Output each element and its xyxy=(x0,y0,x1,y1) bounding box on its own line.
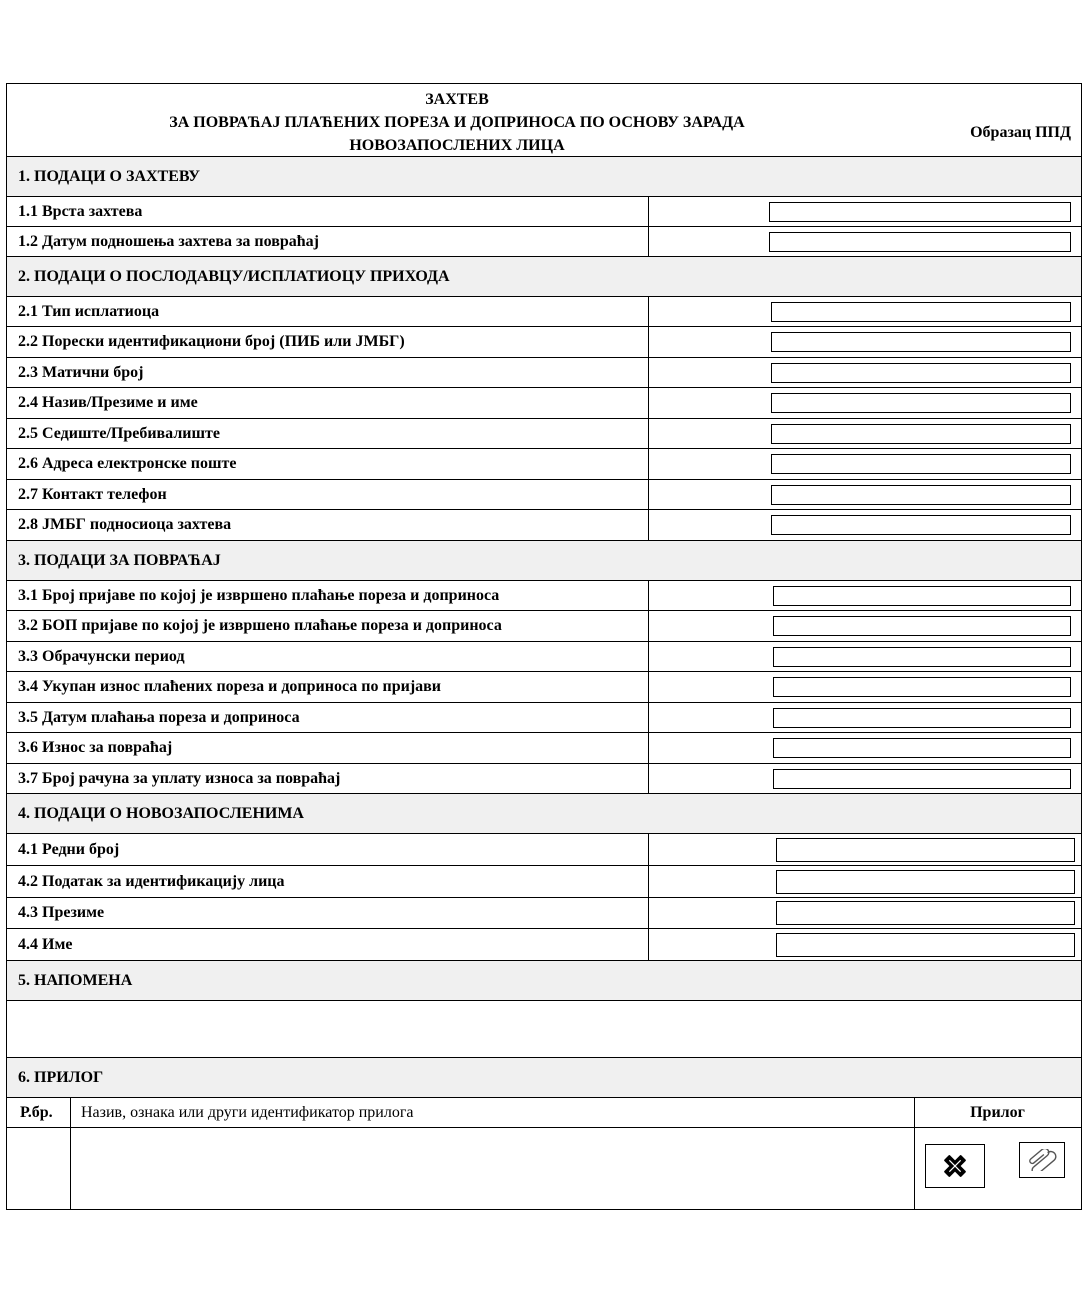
field-label: 3.4 Укупан износ плаћених пореза и доприноса по пријави xyxy=(18,678,442,695)
column-divider xyxy=(648,480,649,509)
field-label: 2.6 Адреса електронске поште xyxy=(18,455,237,472)
column-divider xyxy=(648,419,649,448)
request-date-input[interactable] xyxy=(769,232,1071,252)
first-name-input[interactable] xyxy=(776,933,1075,957)
title-line-1: ЗАХТЕВ xyxy=(425,91,489,108)
tax-id-input[interactable] xyxy=(771,332,1071,352)
column-divider xyxy=(648,898,649,928)
field-row-3-1 xyxy=(7,581,1081,611)
refund-amount-input[interactable] xyxy=(773,738,1071,758)
field-label: 2.2 Порески идентификациони број (ПИБ или ЈМБГ) xyxy=(18,333,405,350)
form-ppd xyxy=(6,83,1082,1210)
field-row-2-8 xyxy=(7,510,1081,541)
column-divider xyxy=(648,358,649,387)
person-id-input[interactable] xyxy=(776,870,1075,894)
section-1-header xyxy=(7,157,1081,197)
filing-number-input[interactable] xyxy=(773,586,1071,606)
col-ordinal-header: Р.бр. xyxy=(20,1103,53,1121)
ordinal-number-input[interactable] xyxy=(776,838,1075,862)
email-input[interactable] xyxy=(771,454,1071,474)
attachment-row xyxy=(7,1128,1081,1210)
form-header xyxy=(7,84,1081,157)
column-divider xyxy=(648,510,649,540)
field-label: 3.3 Обрачунски период xyxy=(18,647,185,665)
accounting-period-input[interactable] xyxy=(773,647,1071,667)
field-row-3-4 xyxy=(7,672,1081,703)
field-label: 2.7 Контакт телефон xyxy=(18,485,167,503)
column-divider xyxy=(648,866,649,897)
field-row-3-6 xyxy=(7,733,1081,764)
field-row-3-2 xyxy=(7,611,1081,642)
seat-residence-input[interactable] xyxy=(771,424,1071,444)
field-label: 3.1 Број пријаве по којој је извршено плаћање пореза и доприноса xyxy=(18,586,500,604)
section-3-title: 3. ПОДАЦИ ЗА ПОВРАЋАЈ xyxy=(18,551,221,569)
form-code: Образац ППД xyxy=(970,124,1071,141)
column-divider xyxy=(648,449,649,479)
field-label: 4.4 Име xyxy=(18,935,73,953)
field-label: 2.5 Седиште/Пребивалиште xyxy=(18,424,220,442)
column-divider xyxy=(648,197,649,226)
field-row-1-2 xyxy=(7,227,1081,257)
surname-input[interactable] xyxy=(776,901,1075,925)
col-attachment-header: Прилог xyxy=(970,1103,1025,1121)
title-line-3: НОВОЗАПОСЛЕНИХ ЛИЦА xyxy=(349,137,565,154)
section-1-title: 1. ПОДАЦИ О ЗАХТЕВУ xyxy=(18,167,201,185)
field-label: 2.3 Матични број xyxy=(18,363,144,381)
total-paid-input[interactable] xyxy=(773,677,1071,697)
field-row-3-7 xyxy=(7,764,1081,794)
field-row-3-5 xyxy=(7,703,1081,733)
note-area[interactable] xyxy=(7,1001,1081,1058)
section-4-title: 4. ПОДАЦИ О НОВОЗАПОСЛЕНИМА xyxy=(18,804,304,822)
field-label: 2.1 Тип исплатиоца xyxy=(18,302,160,320)
field-row-4-1 xyxy=(7,834,1081,866)
name-input[interactable] xyxy=(771,393,1071,413)
attachment-name-cell[interactable] xyxy=(70,1128,912,1210)
account-number-input[interactable] xyxy=(773,769,1071,789)
column-divider xyxy=(648,764,649,793)
column-divider xyxy=(648,672,649,702)
field-row-2-2 xyxy=(7,327,1081,358)
field-label: 4.2 Податак за идентификацију лица xyxy=(18,872,285,890)
phone-input[interactable] xyxy=(771,485,1071,505)
column-divider xyxy=(648,388,649,418)
column-divider xyxy=(648,929,649,960)
column-divider xyxy=(648,733,649,763)
field-row-2-1 xyxy=(7,297,1081,327)
section-6-header xyxy=(7,1058,1081,1098)
field-label: 3.6 Износ за повраћај xyxy=(18,739,173,756)
field-label: 2.8 ЈМБГ подносиоца захтева xyxy=(18,516,232,533)
registration-number-input[interactable] xyxy=(771,363,1071,383)
field-row-2-3 xyxy=(7,358,1081,388)
column-divider xyxy=(648,834,649,865)
field-row-4-3 xyxy=(7,898,1081,929)
field-label: 3.5 Датум плаћања пореза и доприноса xyxy=(18,708,300,726)
applicant-jmbg-input[interactable] xyxy=(771,515,1071,535)
delete-attachment-button[interactable] xyxy=(925,1144,985,1188)
field-row-3-3 xyxy=(7,642,1081,672)
field-label: 3.7 Број рачуна за уплату износа за повраћај xyxy=(18,769,341,787)
col-name-header: Назив, ознака или други идентификатор прилога xyxy=(81,1103,414,1121)
title-line-2: ЗА ПОВРАЋАЈ ПЛАЋЕНИХ ПОРЕЗА И ДОПРИНОСА ПО ОСНОВУ ЗАРАДА xyxy=(169,114,745,131)
field-row-2-6 xyxy=(7,449,1081,480)
payment-date-input[interactable] xyxy=(773,708,1071,728)
field-label: 3.2 БОП пријаве по којој је извршено плаћање пореза и доприноса xyxy=(18,617,502,634)
field-row-2-5 xyxy=(7,419,1081,449)
column-divider xyxy=(648,227,649,256)
attachment-table-header xyxy=(7,1098,1081,1128)
section-2-title: 2. ПОДАЦИ О ПОСЛОДАВЦУ/ИСПЛАТИОЦУ ПРИХОДА xyxy=(18,267,450,285)
column-divider xyxy=(648,581,649,610)
section-6-title: 6. ПРИЛОГ xyxy=(18,1068,104,1086)
column-divider xyxy=(648,611,649,641)
section-5-title: 5. НАПОМЕНА xyxy=(18,971,133,989)
column-divider xyxy=(648,327,649,357)
bop-input[interactable] xyxy=(773,616,1071,636)
form-title xyxy=(7,88,907,157)
attachment-ordinal-cell xyxy=(7,1128,71,1210)
section-5-header xyxy=(7,961,1081,1001)
add-attachment-button[interactable] xyxy=(1019,1142,1065,1178)
field-row-2-4 xyxy=(7,388,1081,419)
section-4-header xyxy=(7,794,1081,834)
attachment-actions-cell xyxy=(914,1128,1081,1210)
column-divider xyxy=(648,703,649,732)
field-label: 2.4 Назив/Презиме и име xyxy=(18,394,198,411)
column-divider xyxy=(648,642,649,671)
column-divider xyxy=(648,297,649,326)
section-3-header xyxy=(7,541,1081,581)
delete-icon xyxy=(942,1153,968,1179)
field-row-1-1 xyxy=(7,197,1081,227)
paperclip-icon xyxy=(1027,1149,1057,1171)
request-type-input[interactable] xyxy=(769,202,1071,222)
field-row-2-7 xyxy=(7,480,1081,510)
field-label: 4.1 Редни број xyxy=(18,840,120,858)
field-label: 1.1 Врста захтева xyxy=(18,202,143,220)
field-label: 4.3 Презиме xyxy=(18,904,105,921)
payer-type-input[interactable] xyxy=(771,302,1071,322)
field-row-4-4 xyxy=(7,929,1081,961)
field-row-4-2 xyxy=(7,866,1081,898)
field-label: 1.2 Датум подношења захтева за повраћај xyxy=(18,232,320,250)
section-2-header xyxy=(7,257,1081,297)
